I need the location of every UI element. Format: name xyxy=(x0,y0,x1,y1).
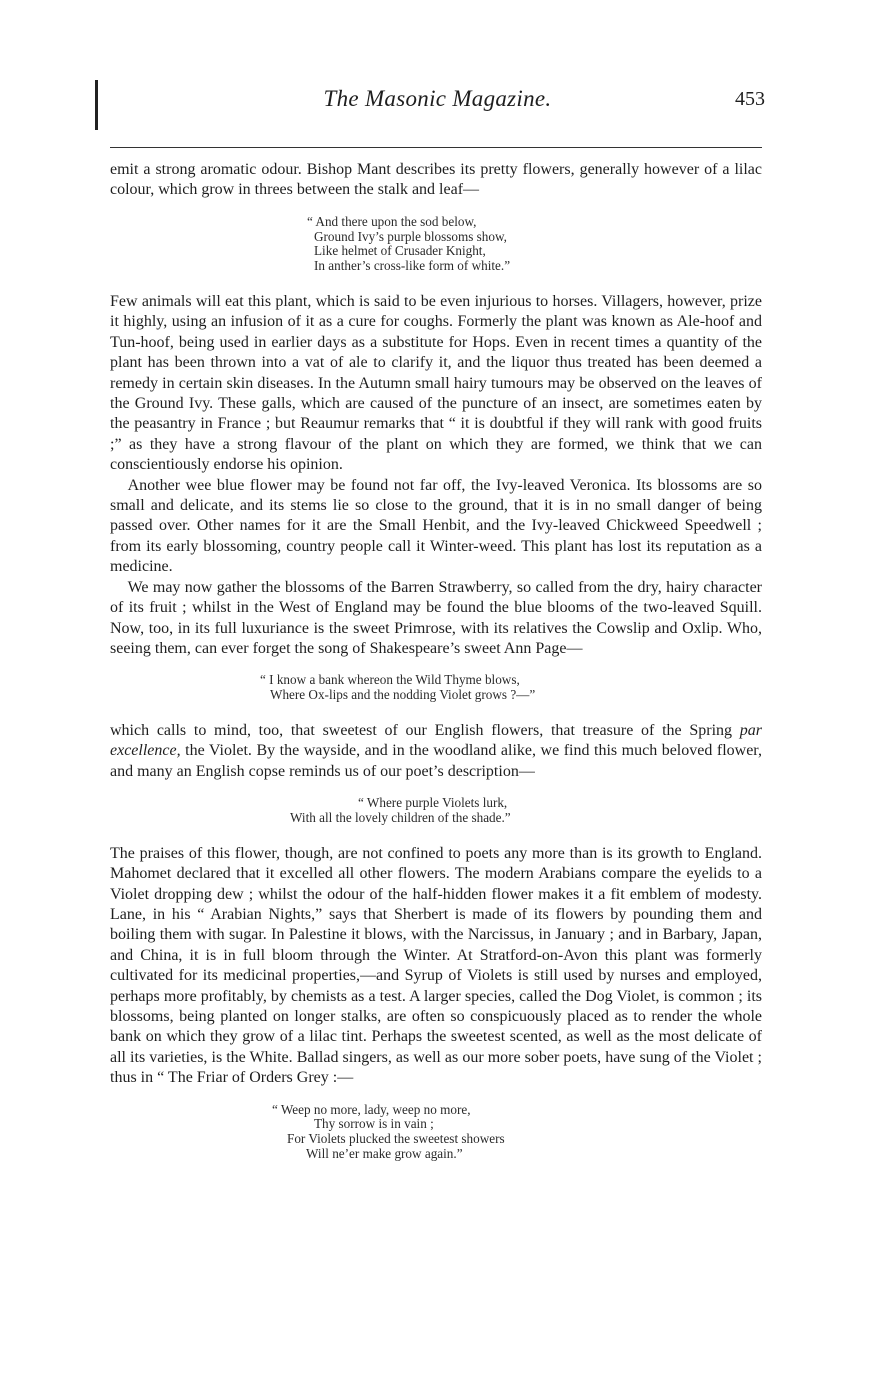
page-header xyxy=(110,86,765,126)
page-number: 453 xyxy=(735,88,765,110)
verse-friar-of-orders-grey xyxy=(110,1103,762,1162)
verse-line: Like helmet of Crusader Knight, xyxy=(314,243,486,259)
paragraph-5-start: which calls to mind, too, that sweetest of our English flowers, that treasure of the Spring xyxy=(110,721,740,739)
paragraph-4: We may now gather the blossoms of the Barren Strawberry, so called from the dry, hairy character of its fruit ; whilst in the West of England may be found the blue blooms of the two-leaved Squill. Now, too, in its full luxuriance is the sweet Primrose, with its relatives the Cowslip and Oxlip. Who, seeing them, can ever forget the song of Shakespeare’s sweet Ann Page— xyxy=(110,578,762,657)
running-title: The Masonic Magazine. xyxy=(323,86,552,111)
paragraph-2: Few animals will eat this plant, which is said to be even injurious to horses. Villagers, however, prize it highly, using an infusion of it as a cure for coughs. Formerly the plant was known as Ale-hoof and Tun-hoof, being used in earlier days as a substitute for Hops. Even in recent times a quantity of the plant has been thrown into a vat of ale to clarify it, and the liquor thus treated has been deemed a remedy in certain skin diseases. In the Autumn small hairy tumours may be observed on the leaves of the Ground Ivy. These galls, which are caused of the puncture of an insect, are sometimes eaten by the peasantry in France ; but Reaumur remarks that “ it is doubtful if they will rank with good fruits ;” as they have a strong flavour of the plant on which they are formed, we think that we can conscientiously endorse his opinion. xyxy=(110,293,762,474)
verse-line: Will ne’er make grow again.” xyxy=(306,1145,463,1161)
verse-line: “ Where purple Violets lurk, xyxy=(358,795,508,811)
paragraph-5-end: the Violet. By the wayside, and in the woodland alike, we find this much beloved flower, and many an English copse reminds us of our poet’s description— xyxy=(110,742,762,780)
paragraph-3: Another wee blue flower may be found not far off, the Ivy-leaved Veronica. Its blossoms are so small and delicate, and its stems lie so close to the ground, that it is in no small danger of being passed over. Other names for it are the Small Henbit, and the Ivy-leaved Chickweed Speedwell ; from its early blossoming, country people call it Winter-weed. This plant has lost its reputation as a medicine. xyxy=(110,476,762,576)
verse-line: Where Ox-lips and the nodding Violet grows ?—” xyxy=(270,687,536,703)
verse-ground-ivy xyxy=(110,215,762,274)
verse-line: With all the lovely children of the shade.” xyxy=(290,809,511,825)
verse-line: In anther’s cross-like form of white.” xyxy=(314,258,511,274)
paragraph-6: The praises of this flower, though, are not confined to poets any more than is its growth to England. Mahomet declared that it excelled all other flowers. The modern Arabians compare the eyelids to a Violet dropping dew ; whilst the odour of the half-hidden flower makes it a fit emblem of modesty. Lane, in his “ Arabian Nights,” says that Sherbert is made of its flowers by pounding them and boiling them with sugar. In Palestine it blows, with the Narcissus, in January ; and in Barbary, Japan, and China, it is in full bloom through the Winter. At Stratford-on-Avon this plant was formerly cultivated for its medicinal properties,—and Syrup of Violets is still used by nurses and employed, perhaps more profitably, by chemists as a test. A larger species, called the Dog Violet, is common ; its blossoms, being planted on longer stalks, are often so conspicuously placed as to render the whole bank on which they grow of a lilac tint. Perhaps the sweetest scented, as well as the most delicate of all its varieties, is the White. Ballad singers, as well as our more sober poets, have sung of the Violet ; thus in “ The Friar of Orders Grey :— xyxy=(110,844,762,1087)
margin-mark xyxy=(95,80,98,130)
paragraph-1: emit a strong aromatic odour. Bishop Mant describes its pretty flowers, generally however of a lilac colour, which grow in threes between the stalk and leaf— xyxy=(110,161,762,199)
article-body xyxy=(110,160,762,1180)
paragraph-5 xyxy=(110,721,762,782)
verse-line: Thy sorrow is in vain ; xyxy=(314,1116,434,1132)
verse-line: “ Weep no more, lady, weep no more, xyxy=(272,1101,471,1117)
verse-line: “ I know a bank whereon the Wild Thyme blows, xyxy=(260,672,520,688)
verse-line: “ And there upon the sod below, xyxy=(307,213,477,229)
verse-line: For Violets plucked the sweetest showers xyxy=(287,1131,505,1147)
verse-ann-page xyxy=(110,673,762,703)
header-rule xyxy=(110,147,762,148)
paragraph-5-italic: par excellence, xyxy=(110,721,762,760)
verse-line: Ground Ivy’s purple blossoms show, xyxy=(314,228,507,244)
verse-violets-lurk xyxy=(110,796,762,826)
